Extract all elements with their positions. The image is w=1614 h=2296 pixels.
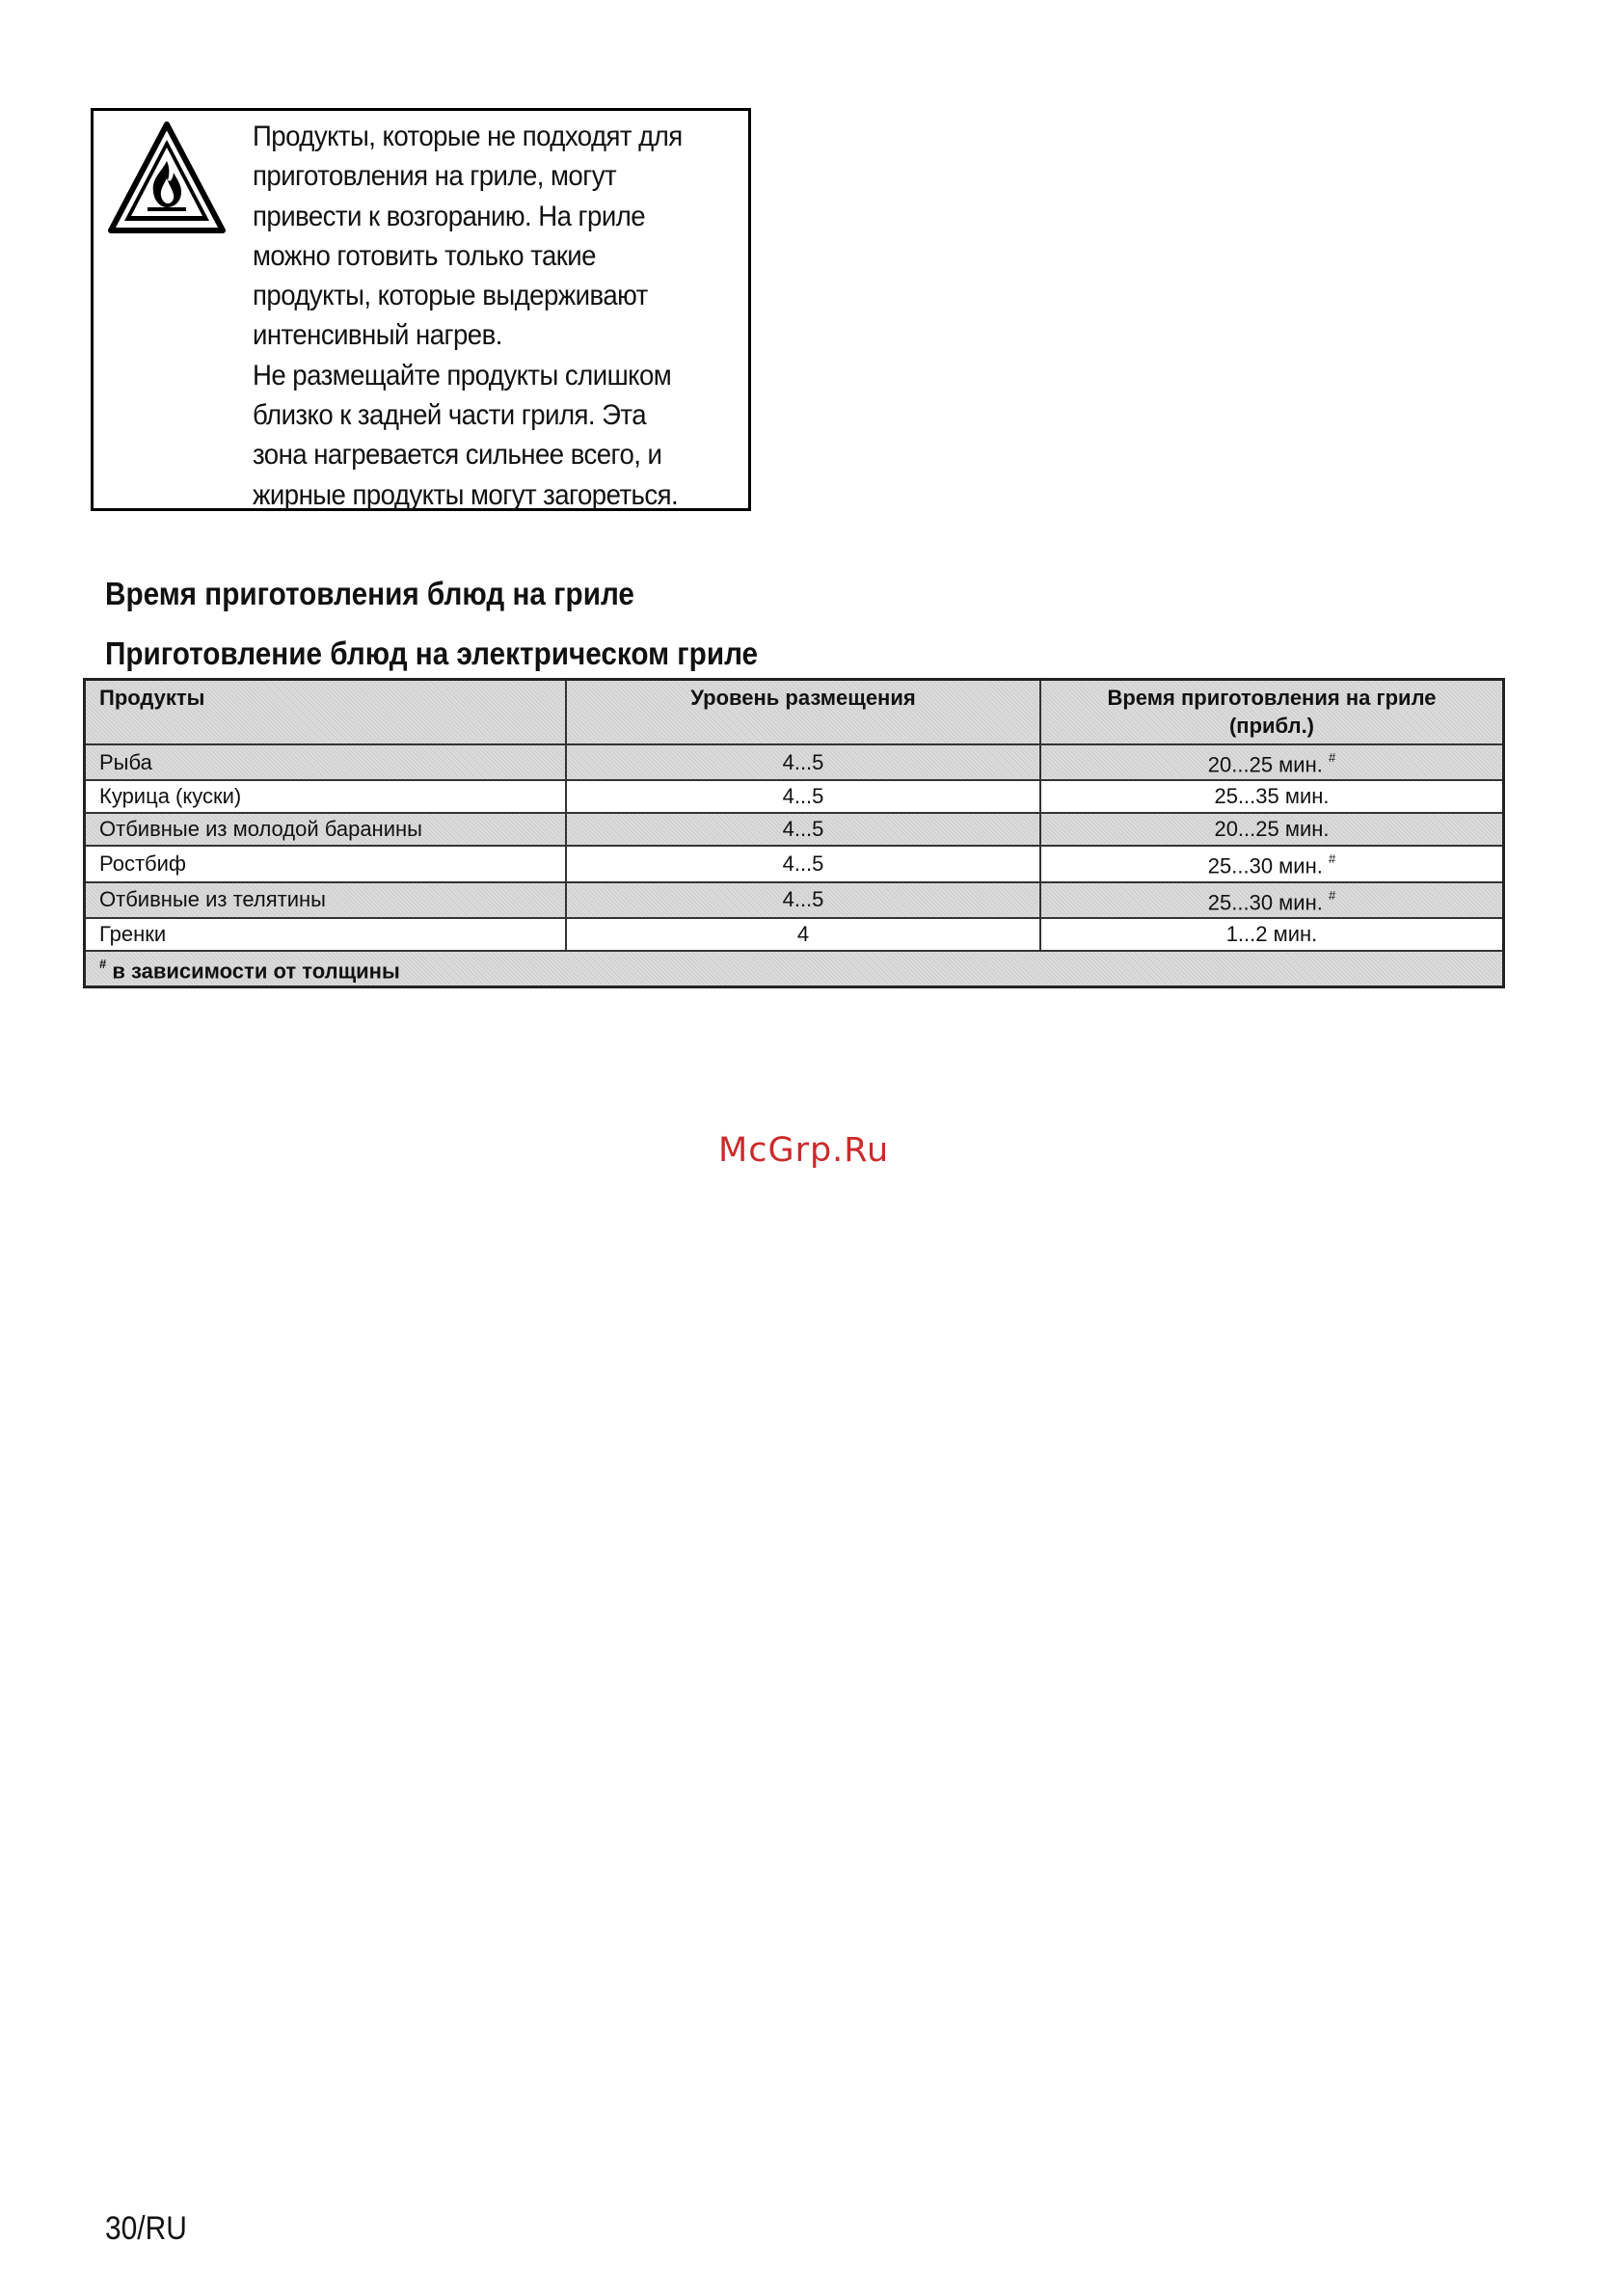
warning-line: привести к возгоранию. На гриле (253, 200, 646, 232)
footnote (85, 951, 1504, 987)
header-products: Продукты (85, 680, 567, 745)
cell-time (1040, 918, 1504, 951)
cell-time (1040, 780, 1504, 813)
warning-text (253, 117, 705, 515)
warning-line: жирные продукты могут загореться. (253, 478, 679, 511)
header-time-line2: (прибл.) (1228, 714, 1315, 738)
time-value: 20...25 мин. (1207, 752, 1323, 777)
table-heading: Приготовление блюд на электрическом гриле (105, 635, 759, 671)
cell-level: 4 (566, 918, 1040, 951)
header-level: Уровень размещения (566, 680, 1040, 745)
footnote-mark: # (99, 956, 107, 971)
section-heading: Время приготовления блюд на гриле (105, 576, 634, 611)
header-time (1040, 680, 1504, 745)
warning-line: зона нагревается сильнее всего, и (253, 439, 662, 472)
fire-hazard-icon (105, 119, 229, 242)
warning-box (91, 108, 751, 511)
warning-line: Не размещайте продукты слишком (253, 359, 672, 392)
warning-line: можно готовить только такие (253, 239, 596, 272)
time-value: 25...35 мин. (1214, 784, 1330, 809)
time-value: 1...2 мин. (1225, 921, 1318, 946)
cell-product: Отбивные из телятины (85, 882, 567, 918)
cell-level: 4...5 (566, 744, 1040, 780)
footnote-text: в зависимости от толщины (106, 959, 400, 984)
watermark: McGrp.Ru (718, 1131, 890, 1170)
cell-time (1040, 846, 1504, 881)
footnote-mark: # (1328, 750, 1336, 765)
time-value: 25...30 мин. (1207, 889, 1323, 914)
cell-time (1040, 813, 1504, 846)
table-row (85, 780, 1504, 813)
warning-line: Продукты, которые не подходят для (253, 121, 683, 152)
footnote-mark: # (1328, 851, 1336, 867)
cell-product: Рыба (85, 744, 567, 780)
cell-time (1040, 882, 1504, 918)
warning-line: приготовления на гриле, могут (253, 160, 617, 193)
warning-line: интенсивный нагрев. (253, 319, 502, 352)
table-row (85, 846, 1504, 881)
table-row (85, 918, 1504, 951)
warning-line: близко к задней части гриля. Эта (253, 399, 647, 432)
table-row (85, 882, 1504, 918)
header-time-line1: Время приготовления на гриле (1107, 686, 1437, 710)
time-value: 20...25 мин. (1214, 817, 1330, 842)
grill-times-table (83, 678, 1505, 988)
footnote-mark: # (1328, 887, 1336, 903)
table-row (85, 813, 1504, 846)
table-row (85, 744, 1504, 780)
cell-level: 4...5 (566, 813, 1040, 846)
time-value: 25...30 мин. (1207, 853, 1323, 878)
cell-product: Ростбиф (85, 846, 567, 881)
cell-product: Отбивные из молодой баранины (85, 813, 567, 846)
cell-level: 4...5 (566, 882, 1040, 918)
cell-time (1040, 744, 1504, 780)
cell-level: 4...5 (566, 780, 1040, 813)
cell-product: Курица (куски) (85, 780, 567, 813)
table-header-row (85, 680, 1504, 745)
cell-product: Гренки (85, 918, 567, 951)
footnote-row (85, 951, 1504, 987)
warning-line: продукты, которые выдерживают (253, 280, 648, 312)
cell-level: 4...5 (566, 846, 1040, 881)
page-number: 30/RU (105, 2210, 187, 2247)
